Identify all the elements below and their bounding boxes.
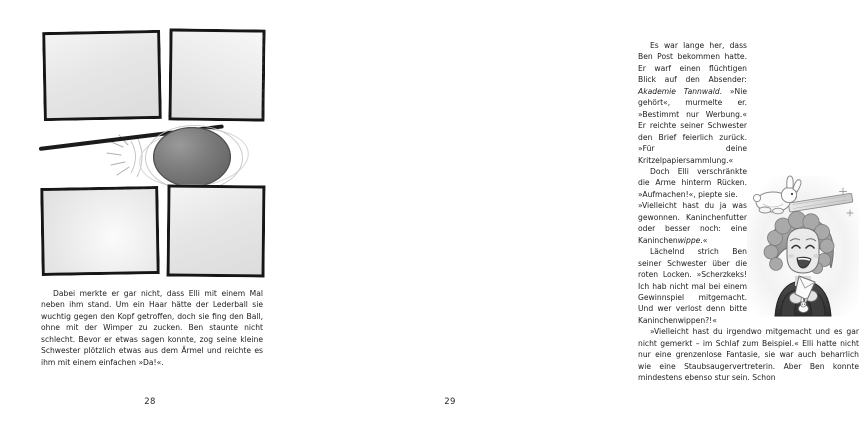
comic-panel-2 [168, 28, 265, 121]
girl-rabbit-illustration [747, 176, 859, 316]
comic-panel-3-art [43, 189, 156, 273]
left-paragraph-1: Dabei merkte er gar nicht, dass Elli mit einem Mal neben ihm stand. Um ein Haar hätte der Lederball sie wuchtig gegen den Kopf getroffen, doch sie fing den Ball, ohne mit der Wimper zu zucken. Ben staunte nicht schlecht. Bevor er etwas sagen konnte, zog seine kleine Schwester plötzlich etwas aus dem Ärmel und reichte es ihm mit einem einfachen »Da!«. [41, 289, 263, 367]
breakout-ball [153, 127, 231, 187]
folio-left: 28 [144, 397, 156, 407]
left-page-text [41, 288, 263, 368]
rp1-run-3: . »Nie gehört«, murmelte er. »Bestimmt nur Werbung.« Er reichte seiner Schwester den Brief feierlich zurück. »Für deine Kritzelpapiersammlung.« [638, 86, 747, 165]
comic-panel-3 [40, 186, 160, 276]
left-page [0, 0, 300, 435]
rp4-run-1: Lächelnd strich Ben seiner Schwester über die roten Locken. »Scherzkeks! Ich hab nicht mal bei einem Gewinnspiel mitgemacht. Und wer verlost denn bitte Kaninchenwippen?!« [638, 247, 747, 325]
rp2-run-1: Doch Elli verschränkte die Arme hinterm Rücken. »Aufmachen!«, piepte sie. [638, 166, 747, 199]
comic-panel-1-art [45, 33, 159, 118]
comic-strip-boy-and-ball [41, 27, 265, 277]
rp1-run-1: Es war lange her, dass Ben Post bekommen hatte. Er warf einen flüchtigen Blick auf den Absender: [638, 41, 747, 85]
comic-panel-1 [42, 30, 162, 121]
rp3-run-1: »Vielleicht hast du ja was gewonnen. Kaninchenfutter oder besser noch: eine Kaninchen [638, 201, 747, 245]
rp3-run-2-italic: wippe [677, 235, 701, 245]
rp1-run-2-italic: Akademie Tannwald [638, 86, 720, 96]
rp3-run-3: .« [700, 235, 708, 245]
comic-panel-4-art [170, 188, 263, 275]
right-paragraph-5 [638, 326, 859, 383]
girl-with-letter-and-rabbit-seesaw [747, 176, 859, 316]
right-page [300, 0, 859, 435]
rp5-run-1: »Vielleicht hast du irgendwo mitgemacht und es gar nicht gemerkt – im Schlaf zum Beispiel.« Elli hatte nicht nur eine grenzenlose Fantasie, sie war auch beharrlich wie eine Staubsaugervertreterin. Aber Ben konnte mindestens ebenso stur sein. Schon [638, 327, 859, 383]
comic-panel-2-art [171, 31, 262, 118]
comic-panel-4 [167, 184, 266, 277]
folio-right: 29 [444, 397, 456, 407]
